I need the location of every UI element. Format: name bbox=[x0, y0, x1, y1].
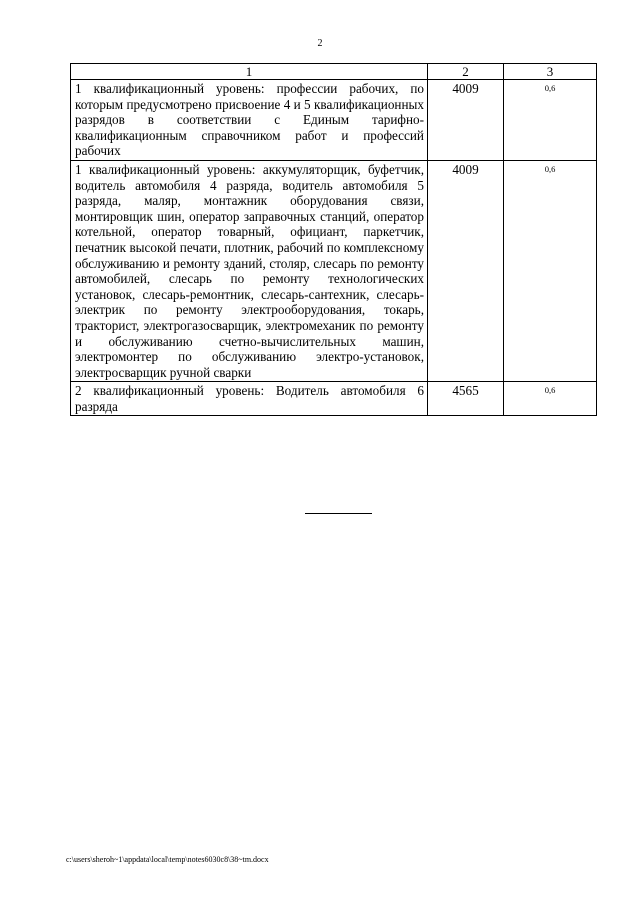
table-row bbox=[71, 382, 597, 416]
qualification-level-description: 2 квалификационный уровень: Водитель автомобиля 6 разряда bbox=[71, 382, 428, 416]
column-header-2: 2 bbox=[428, 64, 504, 80]
base-salary-value: 4565 bbox=[428, 382, 504, 416]
coefficient-value: 0,6 bbox=[504, 382, 597, 416]
page-number: 2 bbox=[317, 38, 323, 49]
coefficient-value: 0,6 bbox=[504, 80, 597, 161]
base-salary-value: 4009 bbox=[428, 160, 504, 381]
qualification-level-description: 1 квалификационный уровень: аккумуляторщик, буфетчик, водитель автомобиля 4 разряда, водитель автомобиля 5 разряда, маляр, монтажник оборудования связи, монтировщик шин, оператор заправочных станций, оператор котельной, оператор товарный, официант, паркетчик, печатник высокой печати, плотник, рабочий по комплексному обслуживанию и ремонту зданий, столяр, слесарь по ремонту автомобилей, слесарь по ремонту технологических установок, слесарь-ремонтник, слесарь-сантехник, слесарь-электрик по ремонту электрооборудования, токарь, тракторист, электрогазосварщик, электромеханик по ремонту и обслуживанию счетно-вычислительных машин, электромонтер по обслуживанию электро-установок, электросварщик ручной сварки bbox=[71, 160, 428, 381]
coefficient-value: 0,6 bbox=[504, 160, 597, 381]
qualification-level-description: 1 квалификационный уровень: профессии рабочих, по которым предусмотрено присвоение 4 и 5 квалификационных разрядов в соответствии с Единым тарифно-квалификационным справочником работ и профессий рабочих bbox=[71, 80, 428, 161]
base-salary-value: 4009 bbox=[428, 80, 504, 161]
table-row bbox=[71, 80, 597, 161]
qualification-table bbox=[70, 63, 597, 416]
table-header-row bbox=[71, 64, 597, 80]
end-of-document-divider bbox=[305, 513, 372, 514]
column-header-3: 3 bbox=[504, 64, 597, 80]
footer-file-path: c:\users\sheroh~1\appdata\local\temp\notes6030c8\38~tm.docx bbox=[66, 855, 269, 864]
table-row bbox=[71, 160, 597, 381]
column-header-1: 1 bbox=[71, 64, 428, 80]
